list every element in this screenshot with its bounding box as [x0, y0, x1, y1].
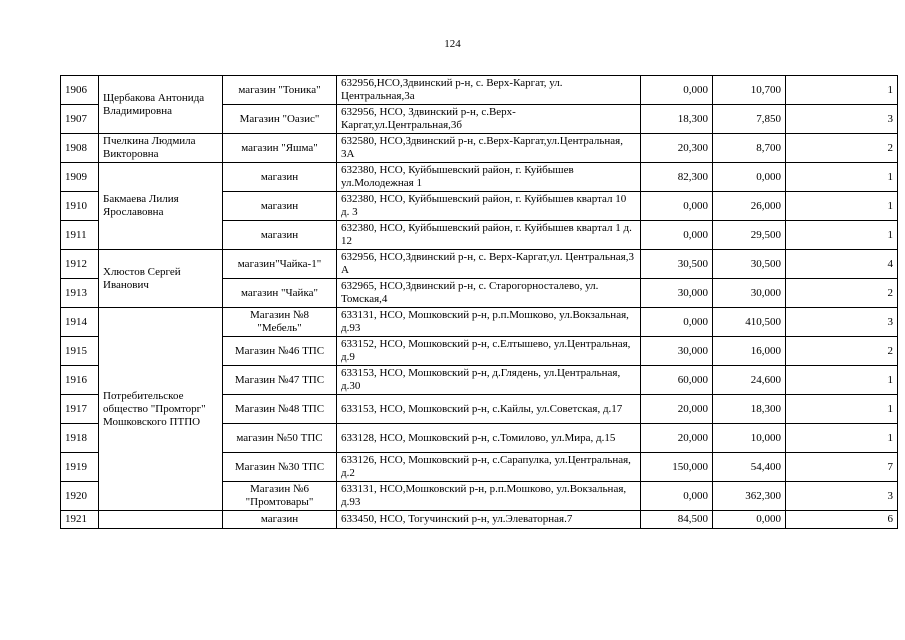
row-number: 1906 [61, 76, 99, 105]
value-col-1: 60,000 [641, 366, 713, 395]
shop-type: магазин [223, 511, 337, 529]
value-col-2: 18,300 [713, 395, 786, 424]
value-col-3: 1 [786, 192, 898, 221]
value-col-1: 20,000 [641, 424, 713, 453]
value-col-2: 8,700 [713, 134, 786, 163]
shop-type: магазин "Тоника" [223, 76, 337, 105]
value-col-3: 1 [786, 395, 898, 424]
shop-address: 632956,НСО,Здвинский р-н, с. Верх-Каргат, ул. Центральная,3а [337, 76, 641, 105]
value-col-3: 2 [786, 134, 898, 163]
value-col-2: 0,000 [713, 511, 786, 529]
value-col-1: 0,000 [641, 192, 713, 221]
shop-type: Магазин №8 "Мебель" [223, 308, 337, 337]
value-col-2: 362,300 [713, 482, 786, 511]
shop-type: магазин [223, 221, 337, 250]
shop-address: 632580, НСО,Здвинский р-н, с.Верх-Каргат,ул.Центральная, 3А [337, 134, 641, 163]
value-col-1: 30,000 [641, 279, 713, 308]
shop-type: Магазин "Оазис" [223, 105, 337, 134]
row-number: 1914 [61, 308, 99, 337]
value-col-2: 24,600 [713, 366, 786, 395]
shop-type: Магазин №6 "Промтовары" [223, 482, 337, 511]
shop-address: 633450, НСО, Тогучинский р-н, ул.Элеваторная.7 [337, 511, 641, 529]
table-row [61, 308, 898, 337]
shop-address: 632380, НСО, Куйбышевский район, г. Куйбышев квартал 1 д. 12 [337, 221, 641, 250]
owner-name: Потребительское общество "Промторг" Мошковского ПТПО [99, 308, 223, 511]
value-col-3: 4 [786, 250, 898, 279]
shop-address: 633126, НСО, Мошковский р-н, с.Сарапулка, ул.Центральная, д.2 [337, 453, 641, 482]
value-col-2: 16,000 [713, 337, 786, 366]
shop-address: 632956, НСО,Здвинский р-н, с. Верх-Каргат,ул. Центральная,3 А [337, 250, 641, 279]
shop-address: 632956, НСО, Здвинский р-н, с.Верх-Каргат,ул.Центральная,3б [337, 105, 641, 134]
owner-name: Пчелкина Людмила Викторовна [99, 134, 223, 163]
table-row [61, 250, 898, 279]
shop-address: 632380, НСО, Куйбышевский район, г. Куйбышев ул.Молодежная 1 [337, 163, 641, 192]
value-col-3: 1 [786, 163, 898, 192]
value-col-3: 2 [786, 279, 898, 308]
value-col-3: 6 [786, 511, 898, 529]
row-number: 1913 [61, 279, 99, 308]
value-col-1: 30,000 [641, 337, 713, 366]
value-col-1: 20,000 [641, 395, 713, 424]
row-number: 1908 [61, 134, 99, 163]
value-col-2: 10,000 [713, 424, 786, 453]
value-col-3: 1 [786, 366, 898, 395]
value-col-1: 84,500 [641, 511, 713, 529]
row-number: 1916 [61, 366, 99, 395]
value-col-2: 54,400 [713, 453, 786, 482]
value-col-2: 30,500 [713, 250, 786, 279]
row-number: 1911 [61, 221, 99, 250]
table-row [61, 511, 898, 529]
shop-type: магазин "Чайка" [223, 279, 337, 308]
value-col-1: 20,300 [641, 134, 713, 163]
shop-address: 633131, НСО, Мошковский р-н, р.п.Мошково, ул.Вокзальная, д.93 [337, 308, 641, 337]
value-col-1: 30,500 [641, 250, 713, 279]
shop-address: 633153, НСО, Мошковский р-н, д.Глядень, ул.Центральная, д.30 [337, 366, 641, 395]
shop-address: 633131, НСО,Мошковский р-н, р.п.Мошково, ул.Вокзальная, д.93 [337, 482, 641, 511]
row-number: 1920 [61, 482, 99, 511]
value-col-1: 0,000 [641, 308, 713, 337]
value-col-1: 18,300 [641, 105, 713, 134]
table-row [61, 163, 898, 192]
value-col-1: 150,000 [641, 453, 713, 482]
value-col-1: 0,000 [641, 76, 713, 105]
shop-type: магазин [223, 192, 337, 221]
value-col-3: 2 [786, 337, 898, 366]
row-number: 1909 [61, 163, 99, 192]
owner-name: Хлюстов Сергей Иванович [99, 250, 223, 308]
table-row [61, 134, 898, 163]
shop-type: магазин [223, 163, 337, 192]
row-number: 1912 [61, 250, 99, 279]
row-number: 1919 [61, 453, 99, 482]
value-col-3: 3 [786, 308, 898, 337]
value-col-1: 82,300 [641, 163, 713, 192]
shop-address: 633128, НСО, Мошковский р-н, с.Томилово, ул.Мира, д.15 [337, 424, 641, 453]
shop-type: магазин №50 ТПС [223, 424, 337, 453]
owner-name: Щербакова Антонида Владимировна [99, 76, 223, 134]
row-number: 1921 [61, 511, 99, 529]
row-number: 1918 [61, 424, 99, 453]
shop-address: 632965, НСО,Здвинский р-н, с. Старогорносталево, ул. Томская,4 [337, 279, 641, 308]
shop-type: Магазин №47 ТПС [223, 366, 337, 395]
row-number: 1907 [61, 105, 99, 134]
shop-address: 633153, НСО, Мошковский р-н, с.Кайлы, ул.Советская, д.17 [337, 395, 641, 424]
shop-type: магазин "Яшма" [223, 134, 337, 163]
value-col-2: 29,500 [713, 221, 786, 250]
value-col-3: 1 [786, 76, 898, 105]
value-col-3: 7 [786, 453, 898, 482]
row-number: 1915 [61, 337, 99, 366]
owner-name: Бакмаева Лилия Ярославовна [99, 163, 223, 250]
value-col-3: 1 [786, 221, 898, 250]
shop-type: Магазин №46 ТПС [223, 337, 337, 366]
value-col-3: 3 [786, 105, 898, 134]
shop-type: Магазин №30 ТПС [223, 453, 337, 482]
value-col-1: 0,000 [641, 482, 713, 511]
page-number: 124 [444, 38, 461, 50]
shop-type: Магазин №48 ТПС [223, 395, 337, 424]
value-col-2: 410,500 [713, 308, 786, 337]
value-col-1: 0,000 [641, 221, 713, 250]
shop-address: 633152, НСО, Мошковский р-н, с.Елтышево, ул.Центральная, д.9 [337, 337, 641, 366]
value-col-2: 0,000 [713, 163, 786, 192]
row-number: 1917 [61, 395, 99, 424]
row-number: 1910 [61, 192, 99, 221]
registry-table [60, 75, 898, 529]
table-row [61, 76, 898, 105]
value-col-2: 10,700 [713, 76, 786, 105]
value-col-2: 7,850 [713, 105, 786, 134]
owner-name [99, 511, 223, 529]
value-col-2: 26,000 [713, 192, 786, 221]
shop-type: магазин"Чайка-1" [223, 250, 337, 279]
value-col-3: 3 [786, 482, 898, 511]
value-col-2: 30,000 [713, 279, 786, 308]
shop-address: 632380, НСО, Куйбышевский район, г. Куйбышев квартал 10 д. 3 [337, 192, 641, 221]
value-col-3: 1 [786, 424, 898, 453]
